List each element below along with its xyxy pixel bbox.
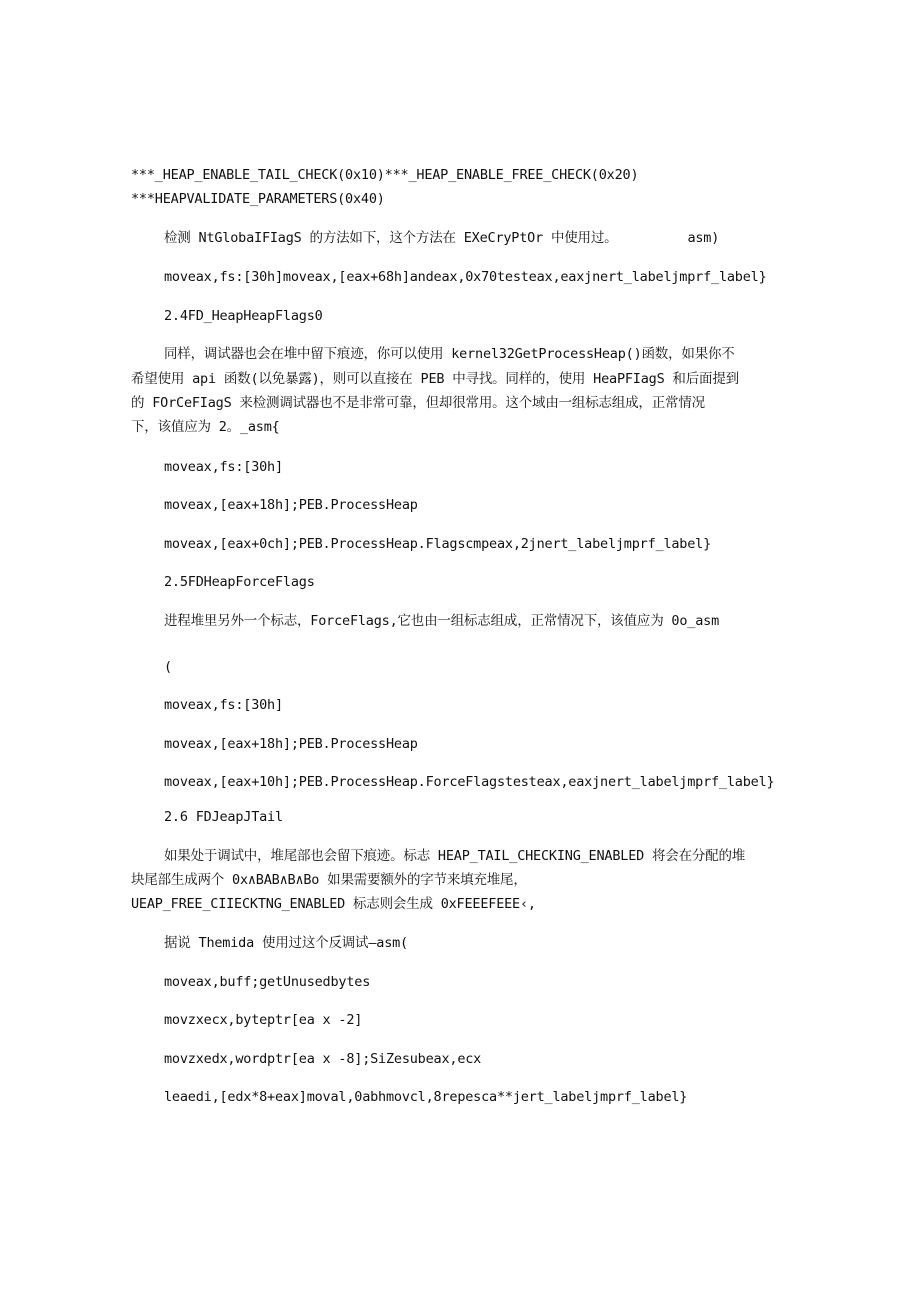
text-line	[164, 229, 719, 247]
text-line: 希望使用 api 函数(以免暴露)，则可以直接在 PEB 中寻找。同样的，使用 HeaPFIagS 和后面提到	[131, 371, 739, 387]
text-line: 据说 Themida 使用过这个反调试—asm(	[164, 935, 408, 951]
code-line: (	[164, 659, 172, 675]
text-segment: asm)	[687, 230, 720, 246]
code-line: moveax,[eax+18h];PEB.ProcessHeap	[164, 736, 418, 752]
text-line: moveax,fs:[30h]moveax,[eax+68h]andeax,0x70testeax,eaxjnert_labeljmprf_label}	[164, 269, 767, 285]
code-line: moveax,fs:[30h]	[164, 697, 283, 713]
text-line: 进程堆里另外一个标志，ForceFlags,它也由一组标志组成，正常情况下，该值应为 0o_asm	[164, 613, 719, 629]
text-line: 如果处于调试中，堆尾部也会留下痕迹。标志 HEAP_TAIL_CHECKING_ENABLED 将会在分配的堆	[164, 848, 746, 864]
section-heading: 2.4FD_HeapHeapFlags0	[164, 308, 323, 324]
text-line: 下，该值应为 2。_asm{	[131, 419, 280, 435]
section-heading: 2.6 FDJeapJTail	[164, 809, 283, 825]
text-segment: 检测 NtGlobaIFIagS 的方法如下，这个方法在 EXeCryPtOr 中使用过。	[164, 230, 618, 246]
text-line: 的 FOrCeFIagS 来检测调试器也不是非常可靠，但却很常用。这个域由一组标志组成，正常情况	[131, 395, 705, 411]
code-line: moveax,fs:[30h]	[164, 459, 283, 475]
text-line: ***HEAPVALIDATE_PARAMETERS(0x40)	[131, 191, 385, 207]
code-line: moveax,[eax+0ch];PEB.ProcessHeap.Flagscmpeax,2jnert_labeljmprf_label}	[164, 536, 712, 552]
code-line: moveax,[eax+18h];PEB.ProcessHeap	[164, 497, 418, 513]
section-heading: 2.5FDHeapForceFlags	[164, 574, 315, 590]
text-line: 同样，调试器也会在堆中留下痕迹，你可以使用 kernel32GetProcessHeap()函数，如果你不	[164, 346, 735, 362]
code-line: moveax,[eax+10h];PEB.ProcessHeap.ForceFlagstesteax,eaxjnert_labeljmprf_label}	[164, 774, 775, 790]
code-line: leaedi,[edx*8+eax]moval,0abhmovcl,8repesca**jert_labeljmprf_label}	[164, 1089, 688, 1105]
text-line: UEAP_FREE_CIIECKTNG_ENABLED 标志则会生成 0xFEEEFEEE‹,	[131, 896, 536, 912]
code-line: moveax,buff;getUnusedbytes	[164, 974, 371, 990]
text-line: ***_HEAP_ENABLE_TAIL_CHECK(0x10)***_HEAP_ENABLE_FREE_CHECK(0x20)	[131, 167, 639, 183]
code-line: movzxedx,wordptr[ea x -8];SiZesubeax,ecx	[164, 1051, 482, 1067]
text-line: 块尾部生成两个 0x∧BAB∧B∧Bo 如果需要额外的字节来填充堆尾，	[131, 872, 527, 888]
code-line: movzxecx,byteptr[ea x -2]	[164, 1012, 363, 1028]
